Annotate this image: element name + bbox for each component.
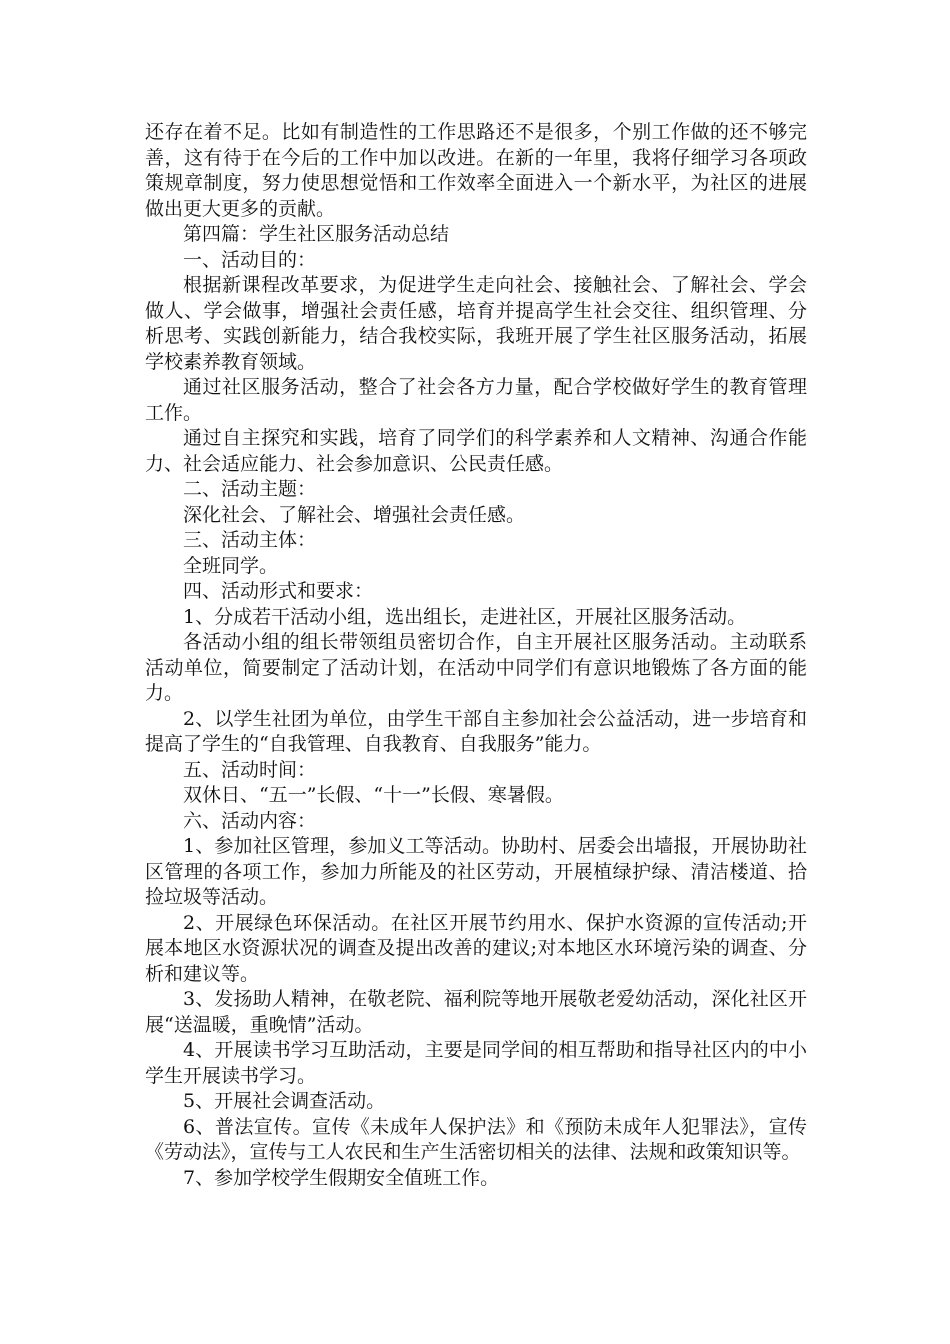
- paragraph-purpose-2: 通过社区服务活动，整合了社会各方力量，配合学校做好学生的教育管理工作。: [145, 376, 807, 424]
- paragraph-purpose-1: 根据新课程改革要求，为促进学生走向社会、接触社会、了解社会、学会做人、学会做事，增强社会责任感，培育并提高学生社会交往、组织管理、分析思考、实践创新能力，结合我校实际，我班开展了学生社区服务活动，拓展学校素养教育领域。: [145, 274, 807, 373]
- paragraph-form-2: 2、以学生社团为单位，由学生干部自主参加社会公益活动，进一步培育和提高了学生的“自我管理、自我教育、自我服务”能力。: [145, 707, 807, 755]
- paragraph-content-3: 3、发扬助人精神，在敬老院、福利院等地开展敬老爱幼活动，深化社区开展“送温暖，重晚情”活动。: [145, 988, 807, 1036]
- heading-participants: 三、活动主体：: [183, 529, 317, 551]
- heading-form: 四、活动形式和要求：: [183, 580, 374, 602]
- document-body: [145, 120, 807, 1191]
- paragraph-content-6: 6、普法宣传。宣传《未成年人保护法》和《预防未成年人犯罪法》，宣传《劳动法》，宣传与工人农民和生产生活密切相关的法律、法规和政策知识等。: [145, 1115, 807, 1163]
- paragraph-content-5: 5、开展社会调查活动。: [183, 1090, 386, 1112]
- section-title: 第四篇：学生社区服务活动总结: [183, 223, 450, 245]
- paragraph-content-7: 7、参加学校学生假期安全值班工作。: [183, 1166, 500, 1189]
- heading-content: 六、活动内容：: [183, 809, 317, 832]
- paragraph-content-1: 1、参加社区管理，参加义工等活动。协助村、居委会出墙报，开展协助社区管理的各项工作，参加力所能及的社区劳动，开展植绿护绿、清洁楼道、拾捡垃圾等活动。: [145, 835, 807, 908]
- paragraph-content-2: 2、开展绿色环保活动。在社区开展节约用水、保护水资源的宣传活动;开展本地区水资源状况的调查及提出改善的建议;对本地区水环境污染的调查、分析和建议等。: [145, 911, 807, 985]
- paragraph-purpose-3: 通过自主探究和实践，培育了同学们的科学素养和人文精神、沟通合作能力、社会适应能力、社会参加意识、公民责任感。: [145, 427, 807, 475]
- paragraph-theme: 深化社会、了解社会、增强社会责任感。: [183, 503, 526, 526]
- heading-purpose: 一、活动目的：: [183, 248, 317, 271]
- paragraph-time: 双休日、“五一”长假、“十一”长假、寒暑假。: [183, 784, 564, 806]
- heading-theme: 二、活动主题：: [183, 478, 317, 500]
- paragraph-form-1-detail: 各活动小组的组长带领组员密切合作，自主开展社区服务活动。主动联系活动单位，简要制定了活动计划，在活动中同学们有意识地锻炼了各方面的能力。: [145, 631, 807, 704]
- heading-time: 五、活动时间：: [183, 758, 317, 781]
- paragraph-participants: 全班同学。: [183, 554, 279, 577]
- paragraph-intro-continuation: 还存在着不足。比如有制造性的工作思路还不是很多，个别工作做的还不够完善，这有待于在今后的工作中加以改进。在新的一年里，我将仔细学习各项政策规章制度，努力使思想觉悟和工作效率全面进入一个新水平，为社区的进展做出更大更多的贡献。: [145, 121, 807, 220]
- paragraph-form-1: 1、分成若干活动小组，选出组长，走进社区，开展社区服务活动。: [183, 605, 747, 628]
- paragraph-content-4: 4、开展读书学习互助活动，主要是同学间的相互帮助和指导社区内的中小学生开展读书学习。: [145, 1039, 807, 1087]
